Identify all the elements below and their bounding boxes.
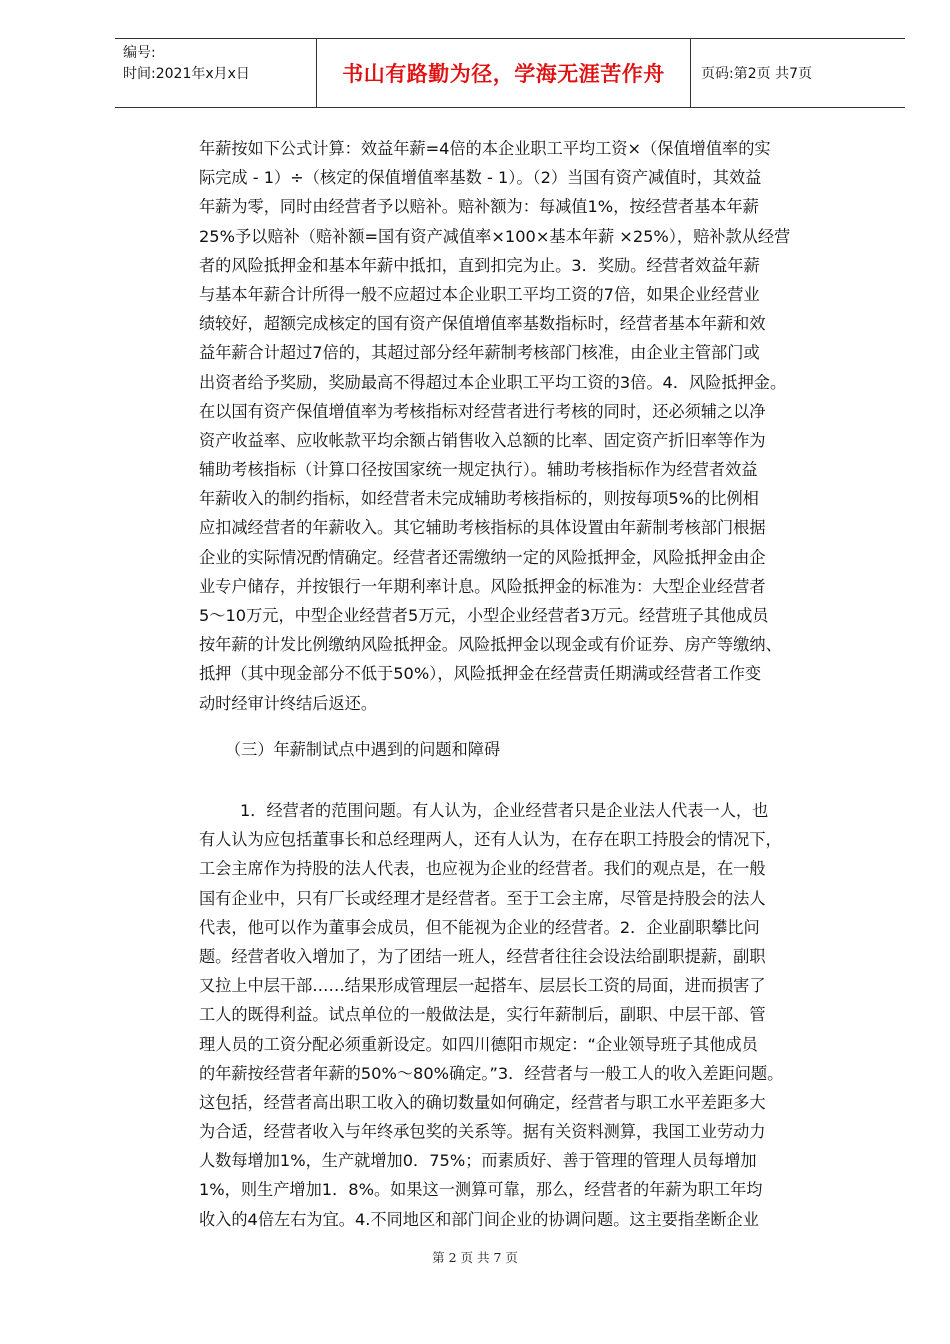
text-line: 业专户储存，并按银行一年期利率计息。风险抵押金的标准为：大型企业经营者 [199, 576, 766, 596]
text-line: 题。经营者收入增加了，为了团结一班人，经营者往往会设法给副职提薪，副职 [199, 946, 766, 966]
body-paragraph-2 [199, 796, 889, 1234]
text-line: 为合适，经营者收入与年终承包奖的关系等。据有关资料测算，我国工业劳动力 [199, 1122, 766, 1142]
text-line: 应扣减经营者的年薪收入。其它辅助考核指标的具体设置由年薪制考核部门根据 [199, 518, 766, 538]
section-heading: （三）年薪制试点中遇到的问题和障碍 [225, 740, 501, 759]
text-line: 绩较好，超额完成核定的国有资产保值增值率基数指标时，经营者基本年薪和效 [199, 314, 766, 334]
text-line: 年薪按如下公式计算：效益年薪=4倍的本企业职工平均工资×（保值增值率的实 [199, 139, 771, 158]
text-line: 年薪为零，同时由经营者予以赔补。赔补额为：每减值1%，按经营者基本年薪 [199, 197, 759, 217]
text-line: 国有企业中，只有厂长或经理才是经营者。至于工会主席，尽管是持股会的法人 [199, 888, 766, 908]
text-line: 资产收益率、应收帐款平均余额占销售收入总额的比率、固定资产折旧率等作为 [199, 430, 766, 450]
text-line: 年薪收入的制约指标，如经营者未完成辅助考核指标的，则按每项5%的比例相 [199, 489, 759, 509]
text-line: 益年薪合计超过7倍的，其超过部分经年薪制考核部门核准，由企业主管部门或 [199, 343, 760, 363]
text-line: 收入的4倍左右为宜。4.不同地区和部门间企业的协调问题。这主要指垄断企业 [199, 1209, 759, 1229]
text-line: 代表，他可以作为董事会成员，但不能视为企业的经营者。2．企业副职攀比问 [199, 917, 760, 937]
text-line: 这包括，经营者高出职工收入的确切数量如何确定，经营者与职工水平差距多大 [199, 1092, 766, 1112]
text-line: 与基本年薪合计所得一般不应超过本企业职工平均工资的7倍，如果企业经营业 [199, 284, 760, 304]
document-number-label: 编号: [123, 45, 156, 61]
text-line: 1%，则生产增加1．8%。如果这一测算可靠，那么，经营者的年薪为职工年均 [199, 1180, 763, 1200]
text-line: 1．经营者的范围问题。有人认为，企业经营者只是企业法人代表一人，也 [240, 801, 769, 820]
text-line: 又拉上中层干部……结果形成管理层一起搭车、层层长工资的局面，进而损害了 [199, 976, 766, 996]
document-time-label: 时间:2021年x月x日 [123, 66, 250, 82]
page-footer: 第 2 页 共 7 页 [432, 1250, 518, 1265]
text-line: 工会主席作为持股的法人代表，也应视为企业的经营者。我们的观点是，在一般 [199, 859, 766, 879]
body-paragraph-1 [199, 134, 889, 718]
text-line: 有人认为应包括董事长和总经理两人，还有人认为，在存在职工持股会的情况下， [199, 830, 782, 850]
text-line: 际完成 - 1）÷（核定的保值增值率基数 - 1）。（2）当国有资产减值时，其效益 [199, 168, 762, 188]
text-line: 25%予以赔补（赔补额=国有资产减值率×100×基本年薪 ×25%），赔补款从经营 [199, 226, 791, 246]
text-line: 人数每增加1%，生产就增加0．75%；而素质好、善于管理的管理人员每增加 [199, 1151, 757, 1171]
text-line: 的年薪按经营者年薪的50%～80%确定。”3．经营者与一般工人的收入差距问题。 [199, 1063, 784, 1083]
text-line: 辅助考核指标（计算口径按国家统一规定执行）。辅助考核指标作为经营者效益 [199, 460, 758, 480]
text-line: 企业的实际情况酌情确定。经营者还需缴纳一定的风险抵押金，风险抵押金由企 [199, 547, 766, 567]
page-header [115, 38, 905, 108]
text-line: 理人员的工资分配必须重新设定。如四川德阳市规定：“企业领导班子其他成员 [199, 1034, 758, 1054]
text-line: 者的风险抵押金和基本年薪中抵扣，直到扣完为止。3．奖励。经营者效益年薪 [199, 255, 760, 275]
header-page-number: 页码:第2页 共7页 [701, 66, 812, 82]
text-line: 出资者给予奖励，奖励最高不得超过本企业职工平均工资的3倍。4．风险抵押金。 [199, 372, 787, 392]
text-line: 在以国有资产保值增值率为考核指标对经营者进行考核的同时，还必须辅之以净 [199, 401, 766, 421]
text-line: 5～10万元，中型企业经营者5万元，小型企业经营者3万元。经营班子其他成员 [199, 606, 769, 625]
text-line: 工人的既得利益。试点单位的一般做法是，实行年薪制后，副职、中层干部、管 [199, 1005, 766, 1025]
header-meta [115, 39, 317, 107]
header-motto: 书山有路勤为径，学海无涯苦作舟 [317, 39, 691, 107]
text-line: 按年薪的计发比例缴纳风险抵押金。风险抵押金以现金或有价证券、房产等缴纳、 [199, 635, 782, 655]
text-line: 动时经审计终结后返还。 [199, 693, 378, 713]
text-line: 抵押（其中现金部分不低于50%），风险抵押金在经营责任期满或经营者工作变 [199, 664, 762, 684]
